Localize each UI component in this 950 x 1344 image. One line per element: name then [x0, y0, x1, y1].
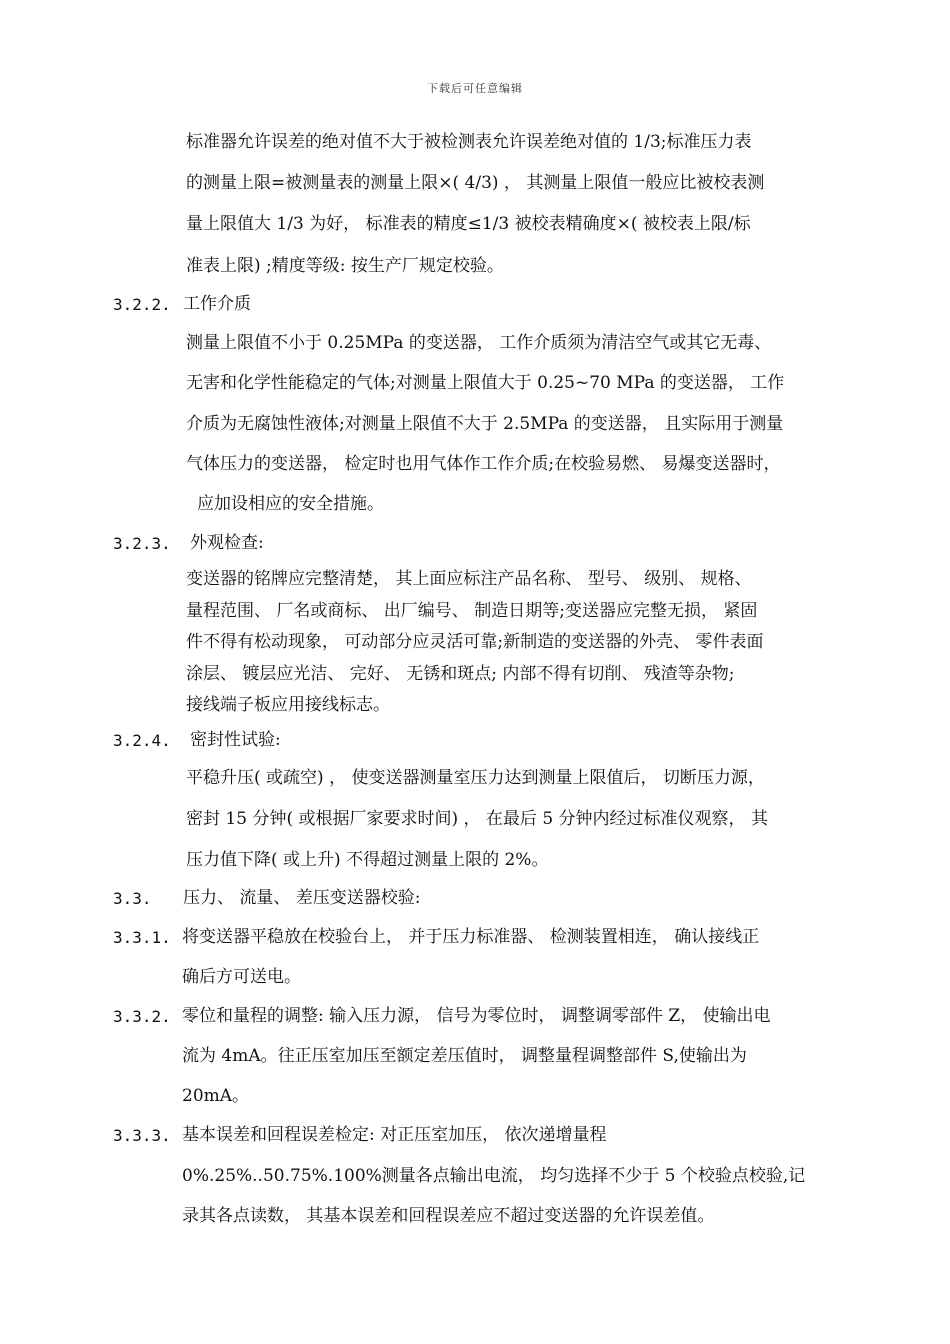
- paragraph-line: 密封 15 分钟( 或根据厂家要求时间) ， 在最后 5 分钟内经过标准仪观察， 其: [186, 809, 768, 829]
- section-number: 3.3.1.: [113, 928, 171, 947]
- paragraph-line: 零位和量程的调整: 输入压力源， 信号为零位时， 调整调零部件 Z， 使输出电: [182, 1006, 771, 1026]
- paragraph-line: 确后方可送电。: [182, 967, 301, 987]
- paragraph-line: 流为 4mA。往正压室加压至额定差压值时， 调整量程调整部件 S,使输出为: [182, 1046, 747, 1066]
- section-title: 工作介质: [183, 294, 251, 314]
- paragraph-line: 测量上限值不小于 0.25MPa 的变送器， 工作介质须为清洁空气或其它无毒、: [186, 333, 772, 353]
- paragraph-line: 0%.25%..50.75%.100%测量各点输出电流， 均匀选择不少于 5 个校验点校验,记: [182, 1166, 806, 1186]
- paragraph-line: 标准器允许误差的绝对值不大于被检测表允许误差绝对值的 1/3;标准压力表: [186, 132, 752, 152]
- paragraph-line: 将变送器平稳放在校验台上， 并于压力标准器、 检测装置相连， 确认接线正: [182, 927, 760, 947]
- section-title: 压力、 流量、 差压变送器校验:: [183, 888, 421, 908]
- paragraph-line: 基本误差和回程误差检定: 对正压室加压， 依次递增量程: [182, 1125, 607, 1145]
- section-number: 3.2.4.: [113, 731, 171, 750]
- paragraph-line: 平稳升压( 或疏空) ， 使变送器测量室压力达到测量上限值后， 切断压力源，: [186, 768, 765, 788]
- section-number: 3.2.2.: [113, 295, 171, 314]
- paragraph-line: 变送器的铭牌应完整清楚， 其上面应标注产品名称、 型号、 级别、 规格、: [186, 569, 752, 589]
- paragraph-line: 气体压力的变送器， 检定时也用气体作工作介质;在校验易燃、 易爆变送器时，: [186, 454, 781, 474]
- section-number: 3.2.3.: [113, 534, 171, 553]
- paragraph-line: 接线端子板应用接线标志。: [186, 695, 390, 715]
- paragraph-line: 介质为无腐蚀性液体;对测量上限值不大于 2.5MPa 的变送器， 且实际用于测量: [186, 414, 784, 434]
- paragraph-line: 的测量上限=被测量表的测量上限×( 4/3) ， 其测量上限值一般应比被校表测: [186, 173, 765, 193]
- paragraph-line: 压力值下降( 或上升) 不得超过测量上限的 2%。: [186, 850, 549, 870]
- paragraph-line: 应加设相应的安全措施。: [197, 494, 384, 514]
- paragraph-line: 20mA。: [182, 1086, 250, 1106]
- paragraph-line: 涂层、 镀层应光洁、 完好、 无锈和斑点; 内部不得有切削、 残渣等杂物;: [186, 664, 735, 684]
- paragraph-line: 准表上限) ;精度等级: 按生产厂规定校验。: [186, 256, 504, 276]
- page-header-note: 下载后可任意编辑: [427, 82, 523, 95]
- section-number: 3.3.2.: [113, 1007, 171, 1026]
- section-title: 外观检查:: [190, 533, 264, 553]
- paragraph-line: 无害和化学性能稳定的气体;对测量上限值大于 0.25~70 MPa 的变送器， 工作: [186, 373, 785, 393]
- paragraph-line: 件不得有松动现象， 可动部分应灵活可靠;新制造的变送器的外壳、 零件表面: [186, 632, 764, 652]
- section-number: 3.3.3.: [113, 1126, 171, 1145]
- paragraph-line: 量上限值大 1/3 为好， 标准表的精度≤1/3 被校表精确度×( 被校表上限/标: [186, 214, 751, 234]
- section-title: 密封性试验:: [190, 730, 281, 750]
- paragraph-line: 量程范围、 厂名或商标、 出厂编号、 制造日期等;变送器应完整无损， 紧固: [186, 601, 758, 621]
- paragraph-line: 录其各点读数， 其基本误差和回程误差应不超过变送器的允许误差值。: [182, 1206, 715, 1226]
- section-number: 3.3.: [113, 889, 152, 908]
